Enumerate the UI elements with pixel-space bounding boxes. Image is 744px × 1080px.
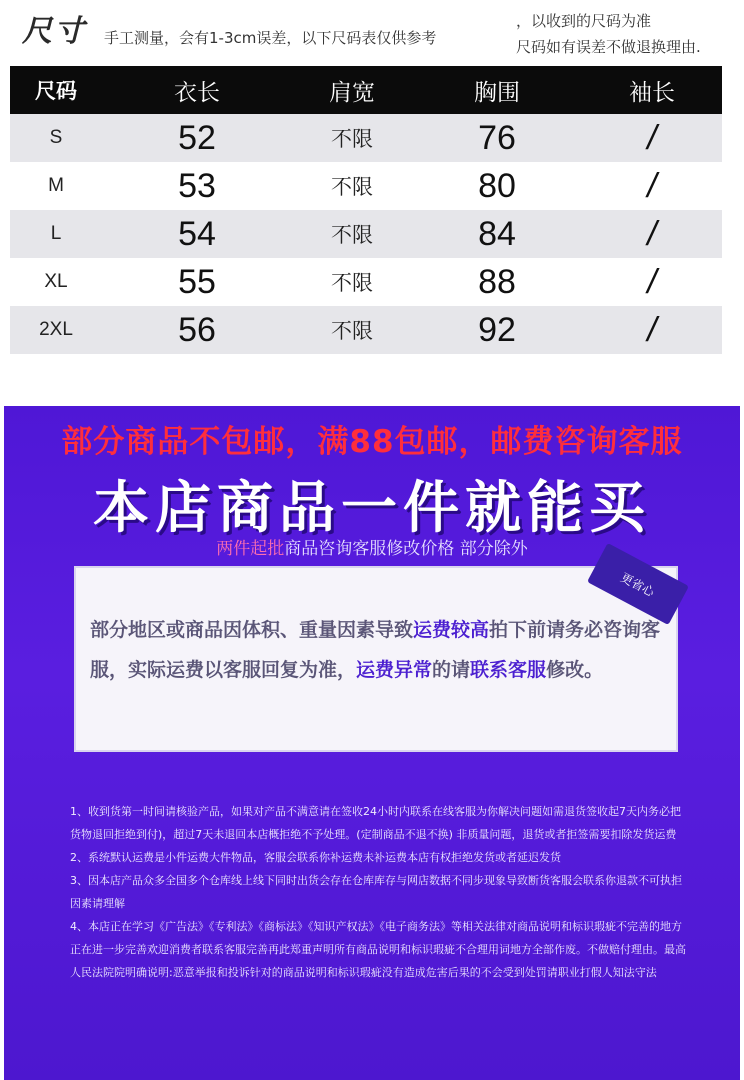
notice-text-part: 拍下前请务必咨询客服，实际运费以客服回复为准， — [90, 619, 661, 681]
shoulder-cell: 不限 — [331, 127, 373, 151]
size-chart-header-row — [10, 66, 722, 114]
sleeve-cell: / — [647, 262, 657, 301]
notice-highlight: 联系客服 — [470, 659, 547, 681]
size-cell: L — [50, 223, 62, 244]
table-row — [10, 162, 722, 210]
notice-ribbon: 更省心 — [587, 543, 689, 625]
shipping-warning: 部分商品不包邮，满88包邮，邮费咨询客服 — [61, 424, 683, 460]
shipping-notice-card — [76, 568, 676, 750]
header-chest: 胸围 — [474, 79, 520, 106]
notice-text-part: 修改。 — [546, 659, 604, 681]
sleeve-cell: / — [647, 166, 657, 205]
size-header — [0, 0, 744, 62]
shoulder-cell: 不限 — [331, 175, 373, 199]
size-cell: XL — [44, 271, 68, 292]
terms-item: 2、系统默认运费是小件运费大件物品，客服会联系你补运费未补运费本店有权拒绝发货或者延迟发货 — [70, 851, 561, 864]
terms-item: 3、因本店产品众多全国多个仓库线上线下同时出货会存在仓库库存与网店数据不同步现象导致断货客服会联系你退款不可执拒因素请理解 — [70, 874, 682, 910]
table-row — [10, 306, 722, 354]
size-cell: S — [49, 127, 63, 148]
table-row — [10, 210, 722, 258]
promo-banner — [4, 406, 740, 1080]
chest-cell: 76 — [478, 118, 516, 157]
measurement-note-right-2: 尺码如有误差不做退换理由. — [516, 38, 701, 56]
sleeve-cell: / — [647, 214, 657, 253]
notice-text-part: 的请 — [432, 659, 471, 681]
sleeve-cell: / — [647, 118, 657, 157]
terms-item: 4、本店正在学习《广告法》《专利法》《商标法》《知识产权法》《电子商务法》等相关法律对商品说明和标识瑕疵不完善的地方正在进一步完善欢迎消费者联系客服完善再此郑重声明所有商品说明和标识瑕疵不合理用词地方全部作废。不做赔付理由。最高人民法院院明确说明:恶意举报和投诉针对的商品说明和标识瑕疵没有造成危害后果的不会受到处罚请职业打假人知法守法 — [70, 920, 686, 979]
header-shoulder: 肩宽 — [329, 79, 375, 106]
promo-headline: 本店商品一件就能买 — [93, 476, 651, 541]
table-row — [10, 114, 722, 162]
shipping-notice-text — [90, 610, 662, 690]
size-chart-table — [10, 66, 722, 354]
measurement-note-right-1: ，以收到的尺码为准 — [516, 12, 652, 30]
chest-cell: 92 — [478, 310, 516, 349]
notice-highlight: 运费较高 — [413, 619, 490, 641]
header-length: 衣长 — [174, 79, 220, 106]
length-cell: 52 — [178, 118, 216, 157]
shoulder-cell: 不限 — [331, 223, 373, 247]
chest-cell: 84 — [478, 214, 516, 253]
notice-text-part: 部分地区或商品因体积、重量因素导致 — [90, 619, 414, 641]
chest-cell: 88 — [478, 262, 516, 301]
length-cell: 54 — [178, 214, 216, 253]
chest-cell: 80 — [478, 166, 516, 205]
shoulder-cell: 不限 — [331, 319, 373, 343]
length-cell: 55 — [178, 262, 216, 301]
header-sleeve: 袖长 — [629, 79, 675, 106]
length-cell: 56 — [178, 310, 216, 349]
promo-subline-highlight: 两件起批 — [216, 539, 285, 559]
shoulder-cell: 不限 — [331, 271, 373, 295]
notice-highlight: 运费异常 — [356, 659, 433, 681]
terms-item: 1、收到货第一时间请核验产品，如果对产品不满意请在签收24小时内联系在线客服为你解决问题如需退货签收起7天内务必把货物退回拒绝到付)，超过7天未退回本店概拒绝不予处理。(定制商品不退不换) 非质量问题，退货或者拒签需要扣除发货运费 — [70, 805, 681, 841]
promo-subline-text: 商品咨询客服修改价格 部分除外 — [284, 539, 528, 559]
store-terms — [70, 800, 690, 984]
size-cell: 2XL — [39, 319, 73, 340]
size-cell: M — [48, 175, 64, 196]
table-row — [10, 258, 722, 306]
measurement-note: 手工测量，会有1-3cm误差，以下尺码表仅供参考 — [104, 29, 437, 47]
sleeve-cell: / — [647, 310, 657, 349]
length-cell: 53 — [178, 166, 216, 205]
size-title: 尺寸 — [22, 14, 86, 49]
header-size: 尺码 — [35, 79, 77, 103]
